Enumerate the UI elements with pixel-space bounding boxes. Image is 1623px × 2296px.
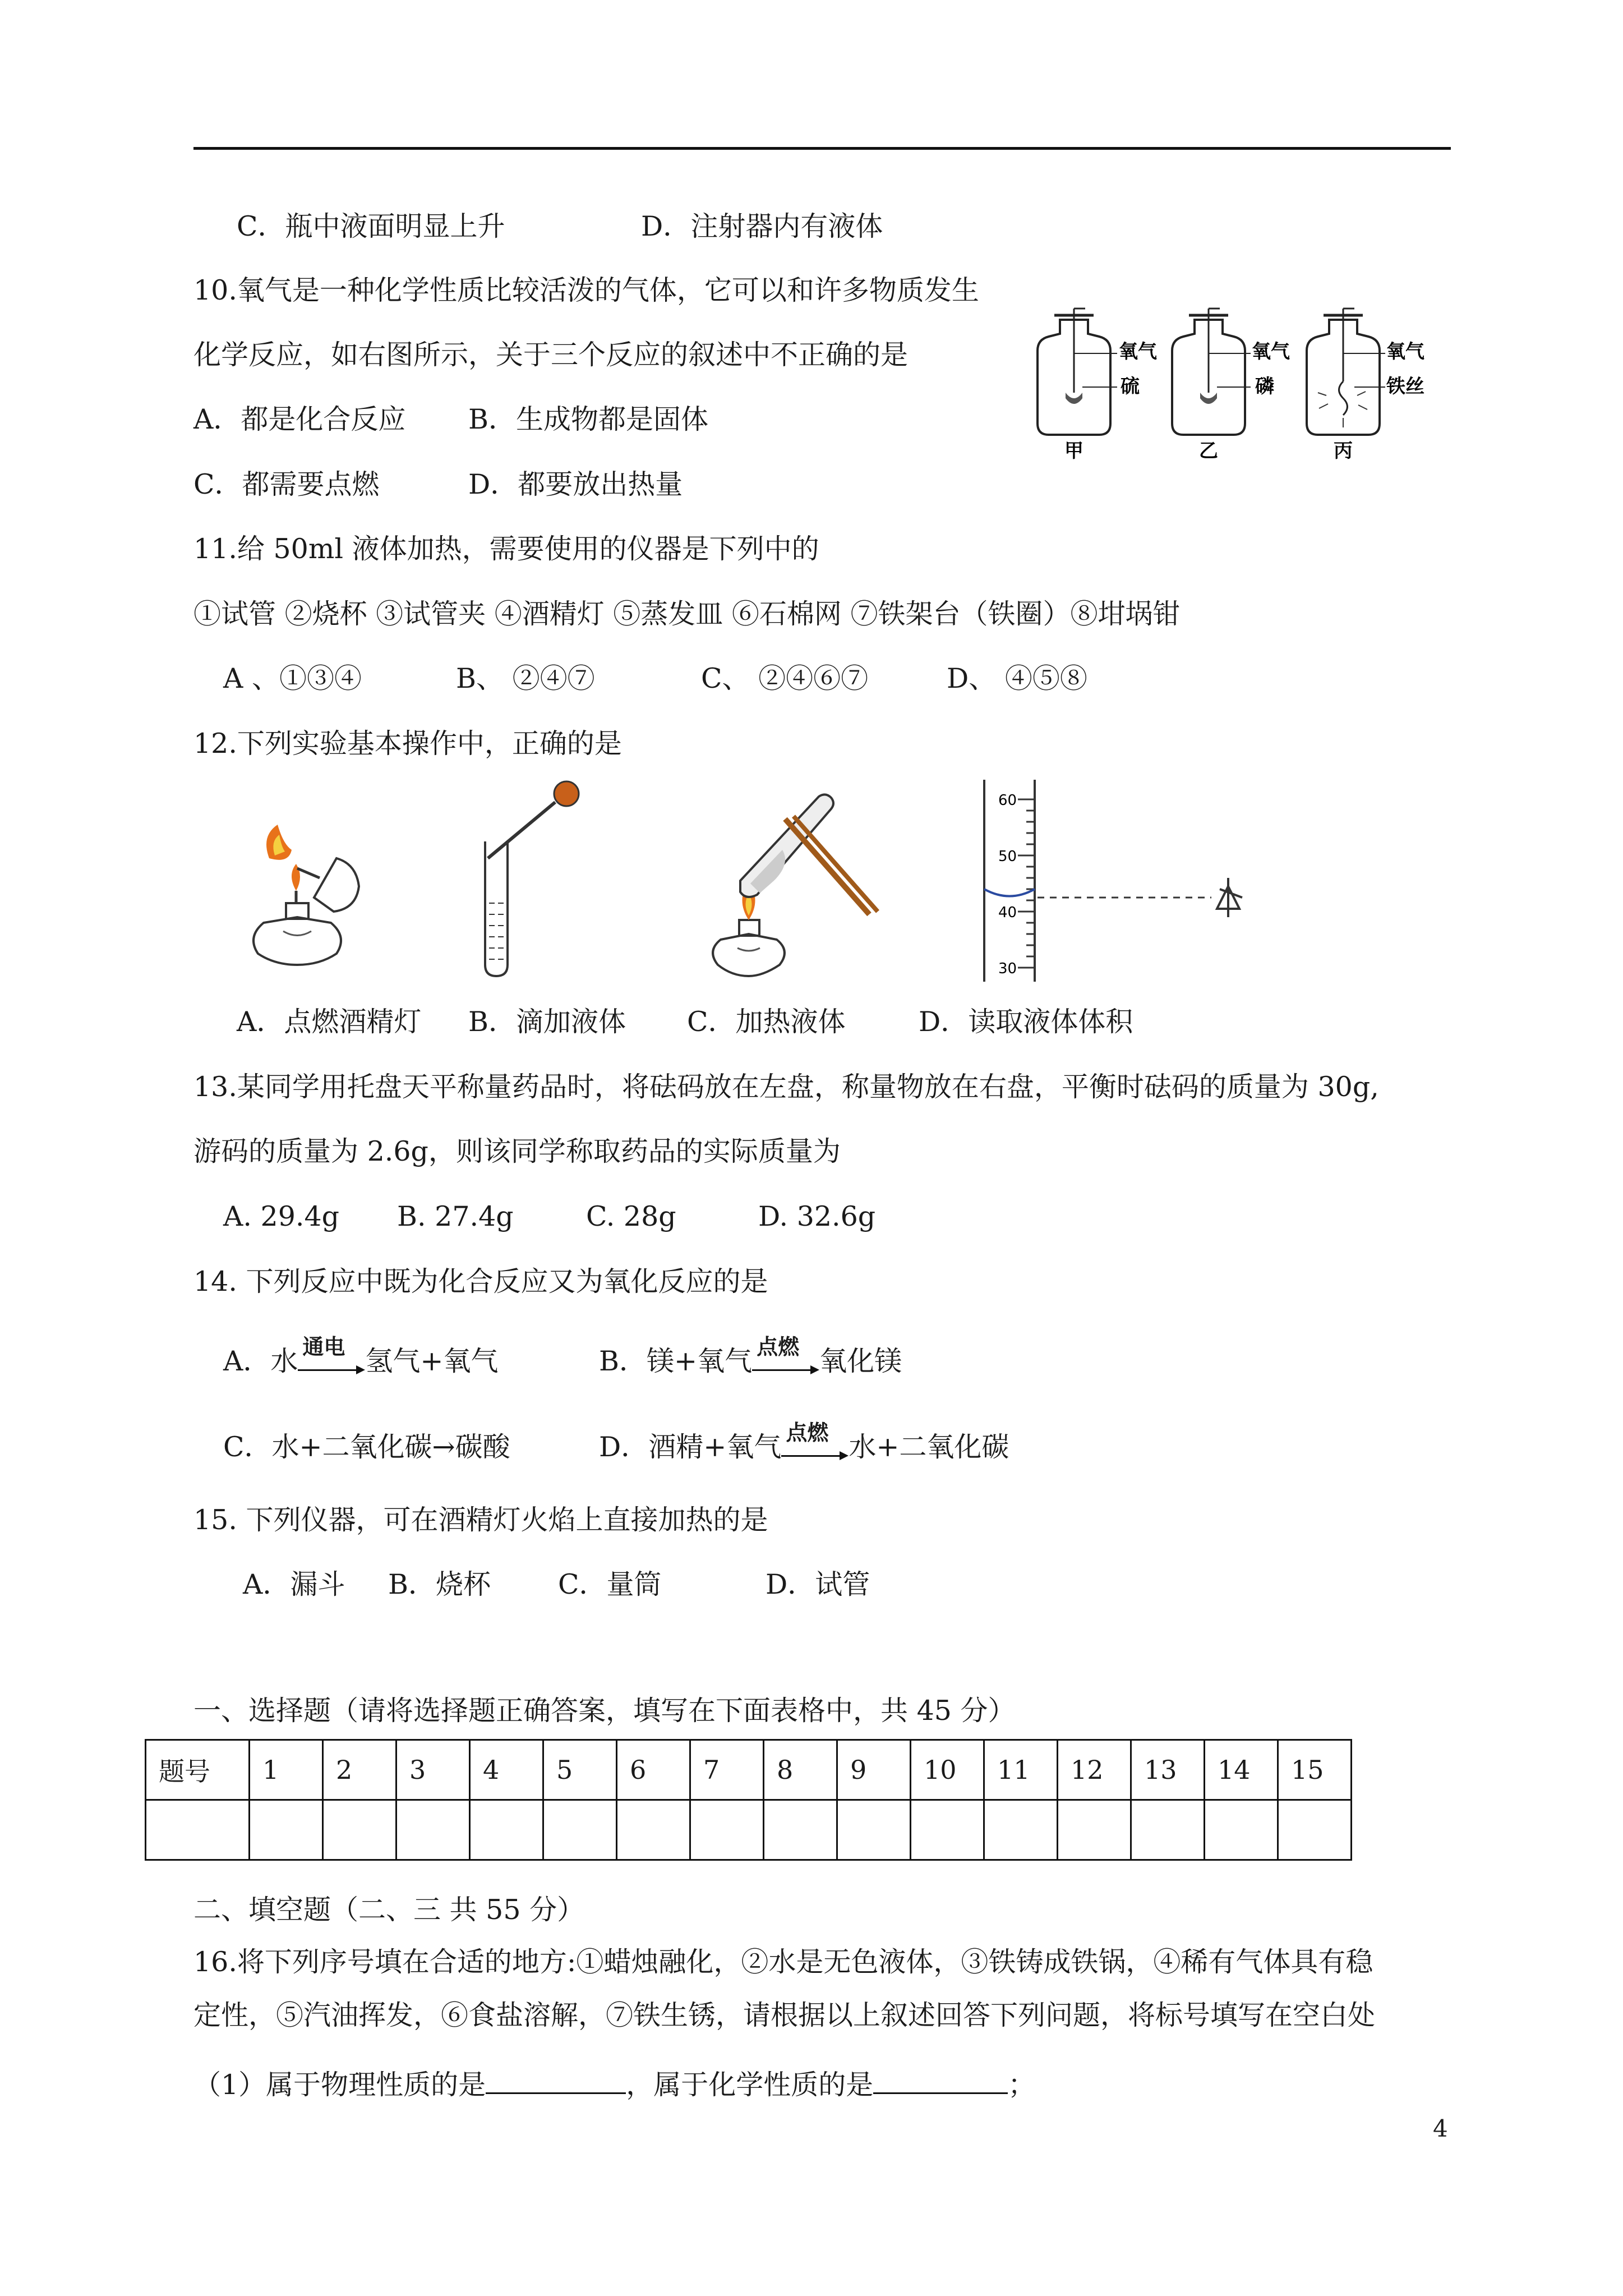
q16-chemical-blank[interactable] <box>873 2064 1008 2094</box>
jar-bing-label-top: 氧气 <box>1386 341 1424 363</box>
q16-stem-line1: 16.将下列序号填在合适的地方:①蜡烛融化，②水是无色液体，③铁铸成铁锅，④稀有气体具有稳 <box>193 1946 1373 1978</box>
answer-table-header-cell: 11 <box>984 1740 1058 1800</box>
q10-option-a: A．都是化合反应 <box>193 403 406 435</box>
answer-cell[interactable] <box>1278 1800 1352 1860</box>
q14-d-reactant: D．酒精+氧气 <box>599 1431 782 1463</box>
q14-b-condition: 点燃 <box>757 1335 800 1359</box>
q10-stem-line1: 10.氧气是一种化学性质比较活泼的气体，它可以和许多物质发生 <box>193 274 979 306</box>
q14-option-b <box>599 1335 902 1378</box>
q9-option-d: D．注射器内有液体 <box>641 210 883 242</box>
q14-d-condition: 点燃 <box>786 1420 829 1445</box>
q10-combustion-figure <box>1021 297 1453 460</box>
q16-stem-line2: 定性，⑤汽油挥发，⑥食盐溶解，⑦铁生锈，请根据以上叙述回答下列问题，将标号填写在空白处 <box>193 1999 1376 2031</box>
q12-fig-b-dropping-liquid <box>471 780 589 982</box>
q12-option-b: B．滴加液体 <box>468 1006 626 1038</box>
answer-table <box>145 1739 1352 1861</box>
q13-option-b: B. 27.4g <box>397 1200 514 1232</box>
q14-d-product: 水+二氧化碳 <box>849 1431 1009 1463</box>
jar-jia <box>1038 309 1157 460</box>
q16-physical-blank[interactable] <box>486 2064 626 2094</box>
q16-sub1-end: ； <box>1008 2069 1036 2101</box>
answer-table-header-cell: 6 <box>617 1740 690 1800</box>
q12-stem: 12.下列实验基本操作中，正确的是 <box>193 728 622 760</box>
jar-yi <box>1172 309 1290 460</box>
answer-table-header-cell: 题号 <box>146 1740 250 1800</box>
answer-table-header-cell: 7 <box>690 1740 764 1800</box>
q16-sub1-chemical-label: ，属于化学性质的是 <box>626 2069 874 2101</box>
answer-table-header-cell: 8 <box>764 1740 837 1800</box>
q14-a-arrow <box>298 1335 365 1378</box>
answer-table-header-cell: 2 <box>323 1740 396 1800</box>
q15-option-a: A．漏斗 <box>243 1568 345 1600</box>
q10-option-d: D．都要放出热量 <box>468 468 683 500</box>
q14-a-condition: 通电 <box>302 1335 345 1359</box>
answer-cell[interactable] <box>1131 1800 1205 1860</box>
answer-table-header-cell: 12 <box>1058 1740 1131 1800</box>
q15-option-c: C．量筒 <box>558 1568 662 1600</box>
answer-cell[interactable] <box>1058 1800 1131 1860</box>
answer-cell[interactable] <box>250 1800 323 1860</box>
q14-b-product: 氧化镁 <box>819 1345 902 1377</box>
q10-option-b: B．生成物都是固体 <box>468 403 709 435</box>
q15-stem: 15. 下列仪器，可在酒精灯火焰上直接加热的是 <box>193 1504 768 1536</box>
cylinder-tick-60: 60 <box>998 792 1017 809</box>
q12-fig-c-heating-liquid <box>679 785 892 982</box>
answer-cell[interactable] <box>543 1800 617 1860</box>
answer-table-header-cell: 10 <box>911 1740 984 1800</box>
jar-bing-caption: 丙 <box>1334 440 1353 460</box>
q11-option-b: B、 ②④⑦ <box>456 662 595 694</box>
answer-table-header-cell: 15 <box>1278 1740 1352 1800</box>
jar-bing <box>1307 309 1424 460</box>
answer-table-header-cell: 13 <box>1131 1740 1205 1800</box>
answer-cell[interactable] <box>911 1800 984 1860</box>
q13-option-d: D. 32.6g <box>758 1200 876 1232</box>
section1-title: 一、选择题（请将选择题正确答案，填写在下面表格中，共 45 分） <box>193 1695 1016 1727</box>
q12-option-d: D．读取液体体积 <box>919 1006 1133 1038</box>
q16-sub1-physical-label: （1）属于物理性质的是 <box>193 2069 486 2101</box>
q12-option-c: C．加热液体 <box>687 1006 846 1038</box>
header-rule <box>193 147 1451 150</box>
answer-table-header-cell: 3 <box>396 1740 470 1800</box>
answer-cell[interactable] <box>323 1800 396 1860</box>
q12-option-a: A．点燃酒精灯 <box>237 1006 422 1038</box>
answer-cell[interactable] <box>690 1800 764 1860</box>
q14-b-reactant: B．镁+氧气 <box>599 1345 753 1377</box>
q14-option-c: C．水+二氧化碳→碳酸 <box>223 1431 510 1463</box>
q10-option-c: C．都需要点燃 <box>193 468 380 500</box>
q14-stem: 14. 下列反应中既为化合反应又为氧化反应的是 <box>193 1266 768 1297</box>
q14-option-a <box>223 1335 499 1378</box>
q12-fig-d-reading-volume <box>965 777 1279 984</box>
q11-option-d: D、 ④⑤⑧ <box>947 662 1087 694</box>
q13-option-a: A. 29.4g <box>223 1200 340 1232</box>
q14-b-arrow <box>752 1335 819 1378</box>
answer-cell[interactable] <box>396 1800 470 1860</box>
answer-table-header-cell: 9 <box>837 1740 911 1800</box>
answer-cell <box>146 1800 250 1860</box>
jar-jia-caption: 甲 <box>1064 440 1083 460</box>
q11-option-a: A 、①③④ <box>223 662 362 694</box>
answer-table-header-row <box>146 1740 1352 1800</box>
section2-title: 二、填空题（二、三 共 55 分） <box>193 1894 585 1926</box>
q13-stem-line1: 13.某同学用托盘天平称量药品时，将砝码放在左盘，称量物放在右盘，平衡时砝码的质量为 30g, <box>193 1071 1379 1103</box>
jar-jia-label-top: 氧气 <box>1119 341 1157 363</box>
q16-sub1 <box>193 2064 1035 2102</box>
page-number: 4 <box>1433 2115 1448 2142</box>
q13-stem-line2: 游码的质量为 2.6g，则该同学称取药品的实际质量为 <box>193 1135 841 1167</box>
answer-table-header-cell: 5 <box>543 1740 617 1800</box>
q14-a-product: 氢气+氧气 <box>365 1345 499 1377</box>
q14-a-reactant: A．水 <box>223 1345 298 1377</box>
jar-yi-label-top: 氧气 <box>1252 341 1290 363</box>
cylinder-tick-50: 50 <box>998 848 1017 865</box>
answer-cell[interactable] <box>984 1800 1058 1860</box>
answer-table-answer-row <box>146 1800 1352 1860</box>
q14-d-arrow <box>781 1420 849 1464</box>
answer-cell[interactable] <box>764 1800 837 1860</box>
q10-stem-line2: 化学反应，如右图所示，关于三个反应的叙述中不正确的是 <box>193 339 909 371</box>
q14-option-d <box>599 1420 1009 1464</box>
q11-stem: 11.给 50ml 液体加热，需要使用的仪器是下列中的 <box>193 533 819 565</box>
jar-yi-label-bottom: 磷 <box>1255 375 1274 398</box>
q15-option-d: D．试管 <box>766 1568 870 1600</box>
cylinder-tick-40: 40 <box>998 904 1017 921</box>
answer-table-header-cell: 14 <box>1205 1740 1278 1800</box>
q11-items: ①试管 ②烧杯 ③试管夹 ④酒精灯 ⑤蒸发皿 ⑥石棉网 ⑦铁架台（铁圈）⑧坩埚钳 <box>193 598 1181 630</box>
jar-bing-label-bottom: 铁丝 <box>1386 375 1424 398</box>
q13-option-c: C. 28g <box>586 1200 676 1232</box>
answer-cell[interactable] <box>470 1800 543 1860</box>
answer-cell[interactable] <box>837 1800 911 1860</box>
answer-table-header-cell: 1 <box>250 1740 323 1800</box>
jar-jia-label-bottom: 硫 <box>1121 375 1140 398</box>
q15-option-b: B．烧杯 <box>388 1568 491 1600</box>
answer-table-header-cell: 4 <box>470 1740 543 1800</box>
answer-cell[interactable] <box>617 1800 690 1860</box>
answer-cell[interactable] <box>1205 1800 1278 1860</box>
q12-fig-a-lighting-lamp <box>236 825 376 982</box>
q11-option-c: C、 ②④⑥⑦ <box>701 662 869 694</box>
q9-option-c: C．瓶中液面明显上升 <box>237 210 505 242</box>
cylinder-tick-30: 30 <box>998 960 1017 977</box>
jar-yi-caption: 乙 <box>1199 440 1218 460</box>
